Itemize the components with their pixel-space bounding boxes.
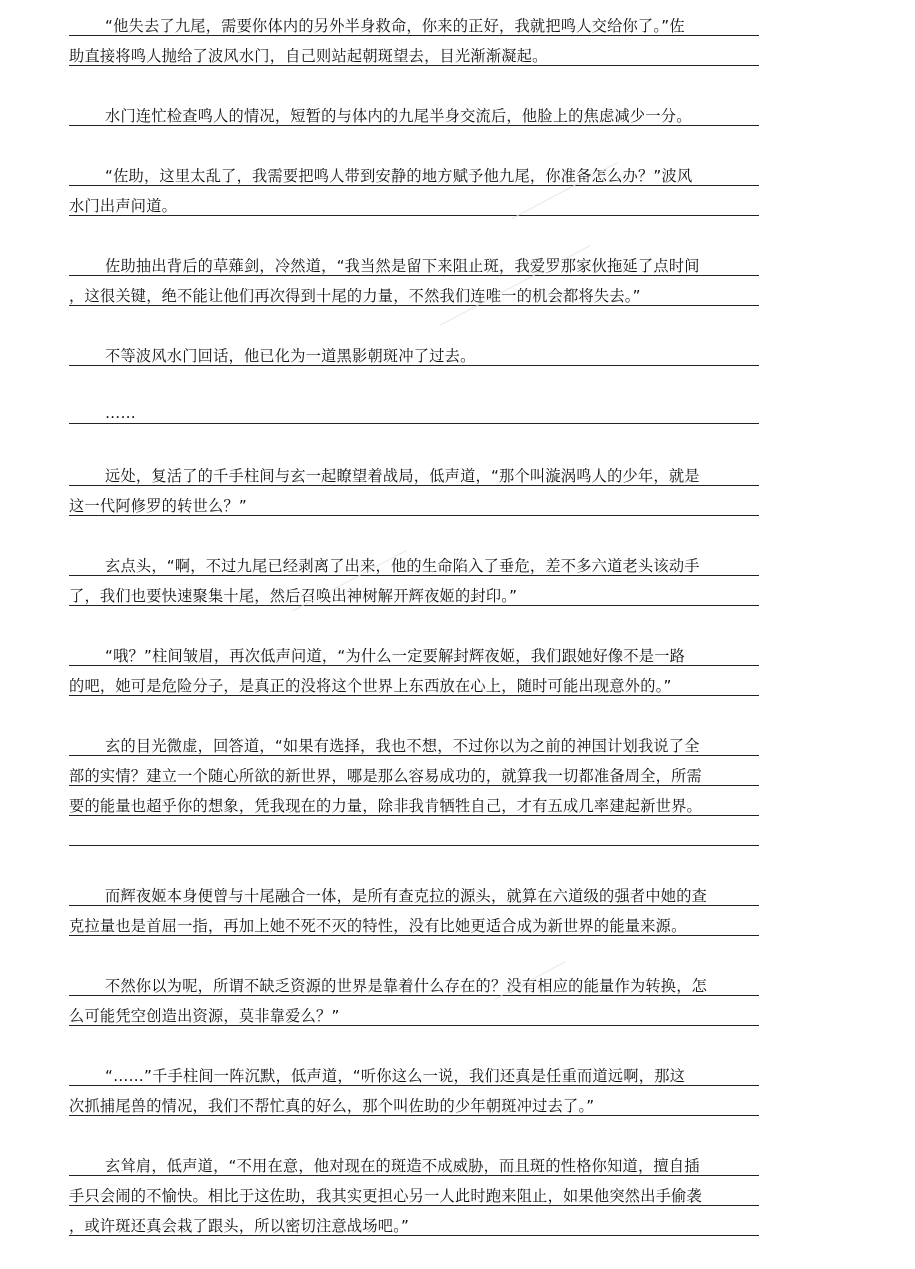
underline bbox=[69, 605, 759, 606]
underline bbox=[69, 35, 759, 36]
underline bbox=[69, 1085, 759, 1086]
text-line: “他失去了九尾，需要你体内的另外半身救命，你来的正好，我就把鸣人交给你了。”佐 bbox=[105, 17, 685, 35]
underline bbox=[69, 305, 759, 306]
text-line: 而辉夜姬本身便曾与十尾融合一体，是所有查克拉的源头，就算在六道级的强者中她的查 bbox=[105, 887, 708, 905]
text-line: ，这很关键，绝不能让他们再次得到十尾的力量，不然我们连唯一的机会都将失去。” bbox=[69, 287, 641, 305]
text-line: 玄点头，“啊，不过九尾已经剥离了出来，他的生命陷入了垂危，差不多六道老头该动手 bbox=[105, 557, 700, 575]
text-line: 远处，复活了的千手柱间与玄一起瞭望着战局，低声道，“那个叫漩涡鸣人的少年，就是 bbox=[105, 467, 700, 485]
text-line: 玄的目光微虚，回答道，“如果有选择，我也不想，不过你以为之前的神国计划我说了全 bbox=[105, 737, 700, 755]
underline bbox=[69, 185, 759, 186]
text-line: 不等波风水门回话，他已化为一道黑影朝斑冲了过去。 bbox=[105, 347, 476, 365]
underline bbox=[69, 755, 759, 756]
text-line: “哦？”柱间皱眉，再次低声问道，“为什么一定要解封辉夜姬，我们跟她好像不是一路 bbox=[105, 647, 686, 665]
text-line: “佐助，这里太乱了，我需要把鸣人带到安静的地方赋予他九尾，你准备怎么办？”波风 bbox=[105, 167, 693, 185]
underline bbox=[69, 785, 759, 786]
underline bbox=[69, 515, 759, 516]
underline bbox=[69, 845, 759, 846]
underline bbox=[69, 905, 759, 906]
underline bbox=[69, 125, 759, 126]
underline bbox=[69, 935, 759, 936]
underline bbox=[69, 275, 759, 276]
text-line: 要的能量也超乎你的想象，凭我现在的力量，除非我肯牺牲自己，才有五成几率建起新世界。 bbox=[69, 797, 702, 815]
text-line: 么可能凭空创造出资源，莫非靠爱么？” bbox=[69, 1007, 340, 1025]
text-line: …… bbox=[105, 404, 136, 422]
text-line bbox=[69, 827, 759, 845]
text-line: 佐助抽出背后的草薙剑，冷然道，“我当然是留下来阻止斑，我爱罗那家伙拖延了点时间 bbox=[105, 257, 700, 275]
text-line: 了，我们也要快速聚集十尾，然后召唤出神树解开辉夜姬的封印。” bbox=[69, 587, 518, 605]
underline bbox=[69, 215, 759, 216]
text-line: 水门连忙检查鸣人的情况，短暂的与体内的九尾半身交流后，他脸上的焦虑减少一分。 bbox=[105, 107, 692, 125]
underline bbox=[69, 1025, 759, 1026]
underline bbox=[69, 365, 759, 366]
underline bbox=[69, 485, 759, 486]
text-line: 次抓捕尾兽的情况，我们不帮忙真的好么，那个叫佐助的少年朝斑冲过去了。” bbox=[69, 1097, 595, 1115]
underline bbox=[69, 575, 759, 576]
underline bbox=[69, 995, 759, 996]
underline bbox=[69, 815, 759, 816]
underline bbox=[69, 423, 759, 424]
text-line: ，或许斑还真会栽了跟头，所以密切注意战场吧。” bbox=[69, 1217, 410, 1235]
underline bbox=[69, 1115, 759, 1116]
text-line: 水门出声问道。 bbox=[69, 197, 178, 215]
text-line: 克拉量也是首屈一指，再加上她不死不灭的特性，没有比她更适合成为新世界的能量来源。 bbox=[69, 917, 687, 935]
underline bbox=[69, 1175, 759, 1176]
underline bbox=[69, 65, 759, 66]
underline bbox=[69, 665, 759, 666]
text-line: 的吧，她可是危险分子，是真正的没将这个世界上东西放在心上，随时可能出现意外的。” bbox=[69, 677, 672, 695]
text-line: 不然你以为呢，所谓不缺乏资源的世界是靠着什么存在的？没有相应的能量作为转换，怎 bbox=[105, 977, 708, 995]
underline bbox=[69, 1205, 759, 1206]
text-line: 部的实情？建立一个随心所欲的新世界，哪是那么容易成功的，就算我一切都准备周全，所需 bbox=[69, 767, 702, 785]
text-line: 助直接将鸣人抛给了波风水门，自己则站起朝斑望去，目光渐渐凝起。 bbox=[69, 47, 548, 65]
underline bbox=[69, 1235, 759, 1236]
text-line: 手只会闹的不愉快。相比于这佐助，我其实更担心另一人此时跑来阻止，如果他突然出手偷袭 bbox=[69, 1187, 702, 1205]
underline bbox=[69, 695, 759, 696]
text-line: 玄耸肩，低声道，“不用在意，他对现在的斑造不成威胁，而且斑的性格你知道，擅自插 bbox=[105, 1157, 700, 1175]
text-line: 这一代阿修罗的转世么？” bbox=[69, 497, 247, 515]
text-line: “……”千手柱间一阵沉默，低声道，“听你这么一说，我们还真是任重而道远啊，那这 bbox=[105, 1067, 686, 1085]
